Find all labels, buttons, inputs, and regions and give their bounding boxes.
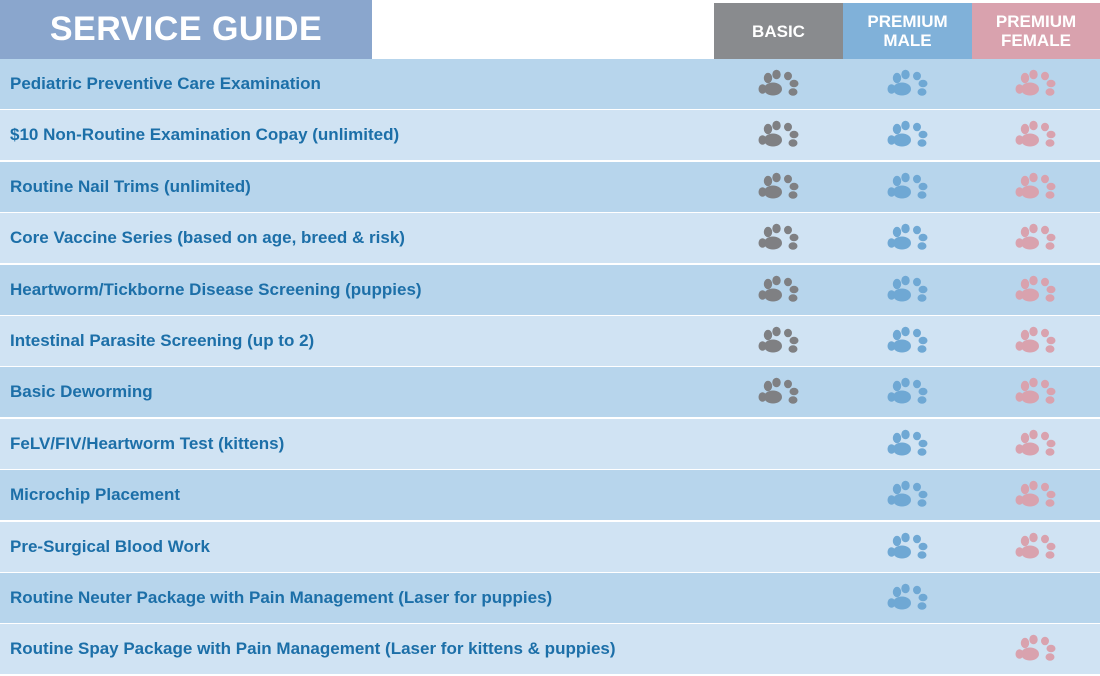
service-label: Microchip Placement — [10, 485, 181, 505]
service-label: Core Vaccine Series (based on age, breed & risk) — [10, 228, 405, 248]
paw-print-icon — [886, 275, 930, 305]
paw-print-icon — [757, 377, 801, 407]
cell-basic — [714, 367, 843, 417]
service-label: Routine Neuter Package with Pain Management (Laser for puppies) — [10, 588, 553, 607]
cell-premium-female — [972, 470, 1100, 520]
column-header-basic: BASIC — [714, 3, 843, 59]
service-label: Routine Nail Trims (unlimited) — [10, 176, 251, 196]
cell-premium-female — [972, 419, 1100, 469]
paw-print-icon — [757, 326, 801, 356]
paw-print-icon — [1014, 480, 1058, 510]
table-row — [0, 624, 1100, 674]
cell-premium-male — [843, 419, 972, 469]
cell-basic — [714, 316, 843, 366]
cell-basic — [714, 213, 843, 263]
table-row — [0, 573, 1100, 623]
service-label: Pre-Surgical Blood Work — [10, 536, 210, 556]
table-row — [0, 59, 1100, 109]
cell-premium-male — [843, 213, 972, 263]
cell-basic — [714, 265, 843, 315]
paw-print-icon — [1014, 275, 1058, 305]
paw-print-icon — [1014, 172, 1058, 202]
paw-print-icon — [886, 480, 930, 510]
cell-premium-female — [972, 213, 1100, 263]
cell-premium-female — [972, 624, 1100, 674]
paw-print-icon — [1014, 326, 1058, 356]
cell-premium-female — [972, 110, 1100, 160]
cell-premium-female — [972, 522, 1100, 572]
paw-print-icon — [757, 223, 801, 253]
paw-print-icon — [886, 429, 930, 459]
paw-print-icon — [1014, 429, 1058, 459]
cell-premium-male — [843, 470, 972, 520]
cell-basic — [714, 59, 843, 109]
table-row — [0, 316, 1100, 366]
paw-print-icon — [886, 377, 930, 407]
cell-premium-male — [843, 624, 972, 674]
service-label: Pediatric Preventive Care Examination — [10, 74, 321, 93]
service-label: Routine Spay Package with Pain Management (Laser for kittens & puppies) — [10, 639, 616, 659]
table-row — [0, 419, 1100, 469]
page-title: SERVICE GUIDE — [0, 0, 372, 59]
cell-premium-female — [972, 59, 1100, 109]
paw-print-icon — [886, 223, 930, 253]
paw-print-icon — [757, 69, 801, 99]
cell-premium-male — [843, 367, 972, 417]
cell-premium-female — [972, 265, 1100, 315]
cell-basic — [714, 110, 843, 160]
service-label: $10 Non-Routine Examination Copay (unlimited) — [10, 125, 400, 145]
paw-print-icon — [1014, 377, 1058, 407]
table-row — [0, 162, 1100, 212]
cell-premium-female — [972, 573, 1100, 623]
paw-print-icon — [886, 326, 930, 356]
service-table — [0, 59, 1100, 676]
cell-basic — [714, 470, 843, 520]
column-header-premium-male: PREMIUM MALE — [843, 3, 972, 59]
cell-premium-female — [972, 162, 1100, 212]
paw-print-icon — [757, 120, 801, 150]
paw-print-icon — [757, 275, 801, 305]
service-label: Intestinal Parasite Screening (up to 2) — [10, 331, 315, 350]
column-header-premium-female: PREMIUM FEMALE — [972, 3, 1100, 59]
cell-premium-male — [843, 522, 972, 572]
paw-print-icon — [1014, 634, 1058, 664]
paw-print-icon — [757, 172, 801, 202]
table-row — [0, 213, 1100, 263]
cell-premium-male — [843, 110, 972, 160]
cell-premium-male — [843, 162, 972, 212]
table-row — [0, 470, 1100, 520]
cell-basic — [714, 624, 843, 674]
table-row — [0, 522, 1100, 572]
table-row — [0, 110, 1100, 160]
paw-print-icon — [886, 583, 930, 613]
cell-premium-male — [843, 573, 972, 623]
paw-print-icon — [1014, 223, 1058, 253]
paw-print-icon — [886, 172, 930, 202]
paw-print-icon — [886, 69, 930, 99]
cell-premium-male — [843, 59, 972, 109]
table-row — [0, 367, 1100, 417]
cell-basic — [714, 522, 843, 572]
cell-basic — [714, 573, 843, 623]
service-label: FeLV/FIV/Heartworm Test (kittens) — [10, 433, 285, 453]
cell-premium-male — [843, 316, 972, 366]
cell-premium-female — [972, 367, 1100, 417]
paw-print-icon — [1014, 532, 1058, 562]
cell-premium-female — [972, 316, 1100, 366]
cell-basic — [714, 162, 843, 212]
cell-premium-male — [843, 265, 972, 315]
paw-print-icon — [886, 120, 930, 150]
paw-print-icon — [886, 532, 930, 562]
paw-print-icon — [1014, 120, 1058, 150]
cell-basic — [714, 419, 843, 469]
paw-print-icon — [1014, 69, 1058, 99]
table-row — [0, 265, 1100, 315]
service-label: Heartworm/Tickborne Disease Screening (puppies) — [10, 279, 422, 299]
service-label: Basic Deworming — [10, 382, 153, 402]
